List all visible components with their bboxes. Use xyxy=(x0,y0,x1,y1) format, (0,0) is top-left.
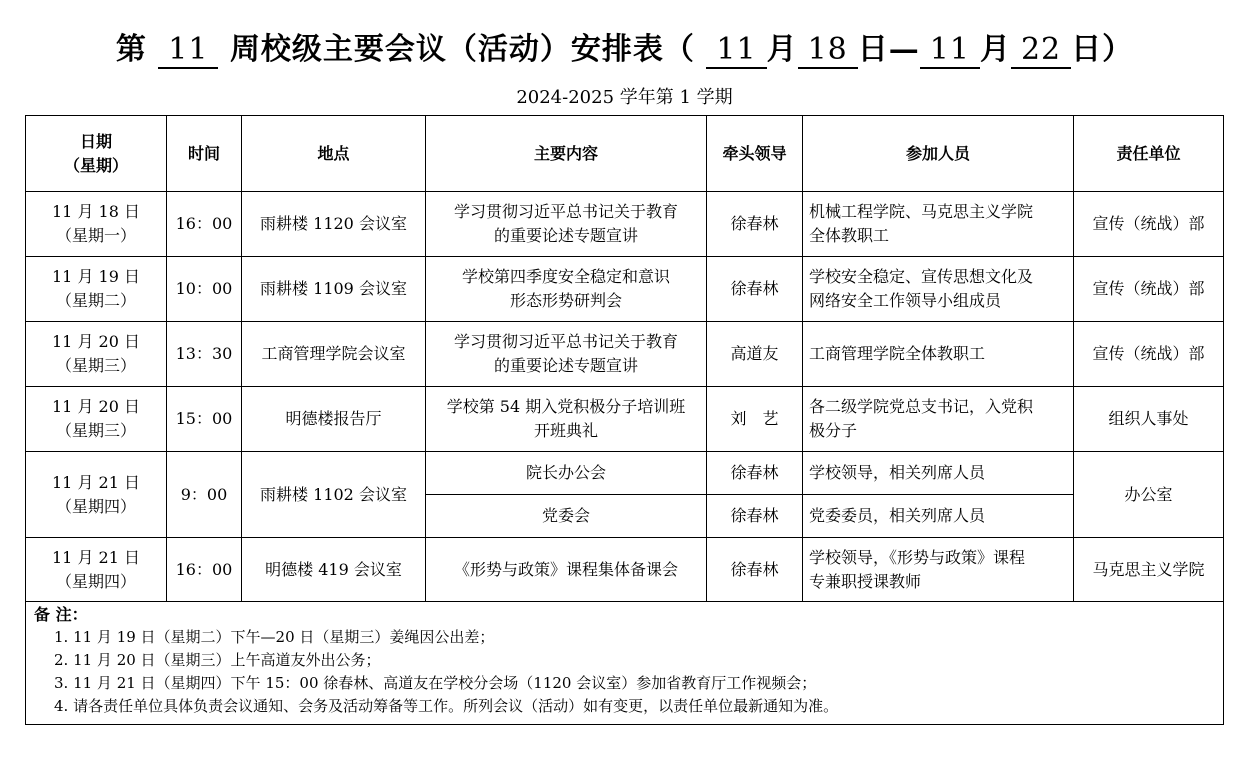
participants-line-2: 全体教职工 xyxy=(809,226,890,245)
cell-content xyxy=(426,257,707,322)
weekday-text: （星期三） xyxy=(55,421,136,440)
cell-content xyxy=(426,387,707,452)
date-text: 11 月 21 日 xyxy=(52,547,140,567)
content-line-2: 形态形势研判会 xyxy=(509,291,622,310)
title-week-number: 11 xyxy=(158,33,218,69)
cell-participants: 学校领导，相关列席人员 xyxy=(803,452,1074,495)
cell-time: 15：00 xyxy=(167,387,242,452)
title-suffix: 日） xyxy=(1071,32,1134,67)
note-item: 2. 11 月 20 日（星期三）上午高道友外出公务； xyxy=(54,651,381,669)
cell-time: 13：30 xyxy=(167,322,242,387)
participants-line-1: 学校领导，《形势与政策》课程 xyxy=(809,547,1026,567)
table-row xyxy=(26,452,1224,495)
participants-line-2: 专兼职授课教师 xyxy=(809,571,922,591)
date-text: 11 月 18 日 xyxy=(52,202,140,221)
table-header-row xyxy=(26,116,1224,192)
cell-leader: 高道友 xyxy=(707,322,803,387)
content-line-1: 学校第四季度安全稳定和意识 xyxy=(461,267,670,286)
content-line-1: 《形势与政策》课程集体备课会 xyxy=(453,559,678,579)
cell-participants xyxy=(803,257,1074,322)
cell-leader: 徐春林 xyxy=(707,452,803,495)
cell-participants xyxy=(803,387,1074,452)
participants-line-1: 学校安全稳定、宣传思想文化及 xyxy=(809,267,1034,286)
table-row xyxy=(26,387,1224,452)
participants-line-2: 网络安全工作领导小组成员 xyxy=(809,291,1002,310)
table-row xyxy=(26,538,1224,602)
table-row xyxy=(26,257,1224,322)
table-row xyxy=(26,322,1224,387)
date-text: 11 月 20 日 xyxy=(52,397,140,416)
cell-date xyxy=(26,192,167,257)
header-participants: 参加人员 xyxy=(803,116,1074,192)
cell-participants xyxy=(803,322,1074,387)
notes-cell xyxy=(26,602,1224,725)
date-text: 11 月 20 日 xyxy=(52,332,140,351)
title-end-month: 11 xyxy=(920,33,980,69)
weekday-text: （星期二） xyxy=(55,291,136,310)
participants-line-1: 机械工程学院、马克思主义学院 xyxy=(809,202,1034,221)
cell-leader: 徐春林 xyxy=(707,257,803,322)
semester-subtitle: 2024-2025 学年第 1 学期 xyxy=(516,87,733,108)
cell-participants xyxy=(803,192,1074,257)
date-text: 11 月 19 日 xyxy=(52,267,140,286)
cell-content xyxy=(426,538,707,602)
cell-time: 16：00 xyxy=(167,192,242,257)
weekday-text: （星期一） xyxy=(55,226,136,245)
header-content: 主要内容 xyxy=(426,116,707,192)
title-end-day: 22 xyxy=(1011,33,1071,69)
weekday-text: （星期四） xyxy=(55,571,136,591)
participants-line-1: 各二级学院党总支书记，入党积 xyxy=(809,397,1034,416)
cell-date xyxy=(26,452,167,538)
cell-leader: 刘 艺 xyxy=(707,387,803,452)
cell-time: 9：00 xyxy=(167,452,242,538)
notes-row xyxy=(26,602,1224,725)
cell-location: 雨耕楼 1109 会议室 xyxy=(242,257,426,322)
cell-location: 明德楼 419 会议室 xyxy=(242,538,426,602)
title-start-month: 11 xyxy=(706,33,766,69)
header-unit: 责任单位 xyxy=(1074,116,1224,192)
header-leader: 牵头领导 xyxy=(707,116,803,192)
cell-unit: 办公室 xyxy=(1074,452,1224,538)
cell-unit: 宣传（统战）部 xyxy=(1074,257,1224,322)
cell-leader: 徐春林 xyxy=(707,192,803,257)
cell-content: 党委会 xyxy=(426,495,707,538)
cell-location: 工商管理学院会议室 xyxy=(242,322,426,387)
header-date xyxy=(26,116,167,192)
header-weekday-label: （星期） xyxy=(63,155,128,175)
participants-line-1: 工商管理学院全体教职工 xyxy=(809,344,986,363)
cell-content: 院长办公会 xyxy=(426,452,707,495)
cell-unit: 宣传（统战）部 xyxy=(1074,192,1224,257)
cell-participants xyxy=(803,538,1074,602)
content-line-2: 开班典礼 xyxy=(533,421,598,440)
cell-date xyxy=(26,538,167,602)
cell-date xyxy=(26,257,167,322)
header-location: 地点 xyxy=(242,116,426,192)
page-title xyxy=(0,28,1249,72)
cell-date xyxy=(26,322,167,387)
cell-time: 10：00 xyxy=(167,257,242,322)
cell-content xyxy=(426,322,707,387)
cell-participants: 党委委员，相关列席人员 xyxy=(803,495,1074,538)
cell-time: 16：00 xyxy=(167,538,242,602)
cell-leader: 徐春林 xyxy=(707,538,803,602)
cell-content xyxy=(426,192,707,257)
date-text: 11 月 21 日 xyxy=(52,472,140,492)
cell-unit: 组织人事处 xyxy=(1074,387,1224,452)
note-item: 3. 11 月 21 日（星期四）下午 15：00 徐春林、高道友在学校分会场（1120 会议室）参加省教育厅工作视频会； xyxy=(54,674,817,692)
content-line-2: 的重要论述专题宣讲 xyxy=(493,356,638,375)
weekday-text: （星期三） xyxy=(55,356,136,375)
content-line-1: 学习贯彻习近平总书记关于教育 xyxy=(453,332,678,351)
cell-location: 明德楼报告厅 xyxy=(242,387,426,452)
header-date-label: 日期 xyxy=(79,131,112,151)
cell-date xyxy=(26,387,167,452)
header-time: 时间 xyxy=(167,116,242,192)
participants-line-2: 极分子 xyxy=(809,421,858,440)
content-line-2: 的重要论述专题宣讲 xyxy=(493,226,638,245)
cell-unit: 宣传（统战）部 xyxy=(1074,322,1224,387)
title-middle: 周校级主要会议（活动）安排表（ xyxy=(229,32,695,67)
content-line-1: 学习贯彻习近平总书记关于教育 xyxy=(453,202,678,221)
cell-leader: 徐春林 xyxy=(707,495,803,538)
weekday-text: （星期四） xyxy=(55,496,136,516)
notes-title: 备 注： xyxy=(34,605,88,624)
title-day-dash: 日— xyxy=(857,32,920,67)
note-item: 1. 11 月 19 日（星期二）下午—20 日（星期三）姜绳因公出差； xyxy=(54,628,495,646)
cell-unit: 马克思主义学院 xyxy=(1074,538,1224,602)
title-month-char-1: 月 xyxy=(766,32,798,67)
title-start-day: 18 xyxy=(798,33,858,69)
schedule-table xyxy=(25,115,1224,725)
table-row xyxy=(26,192,1224,257)
content-line-1: 学校第 54 期入党积极分子培训班 xyxy=(446,397,686,416)
cell-location: 雨耕楼 1102 会议室 xyxy=(242,452,426,538)
note-item: 4. 请各责任单位具体负责会议通知、会务及活动筹备等工作。所列会议（活动）如有变更，以责任单位最新通知为准。 xyxy=(54,697,839,715)
title-month-char-2: 月 xyxy=(979,32,1011,67)
cell-location: 雨耕楼 1120 会议室 xyxy=(242,192,426,257)
title-prefix: 第 xyxy=(115,32,147,67)
